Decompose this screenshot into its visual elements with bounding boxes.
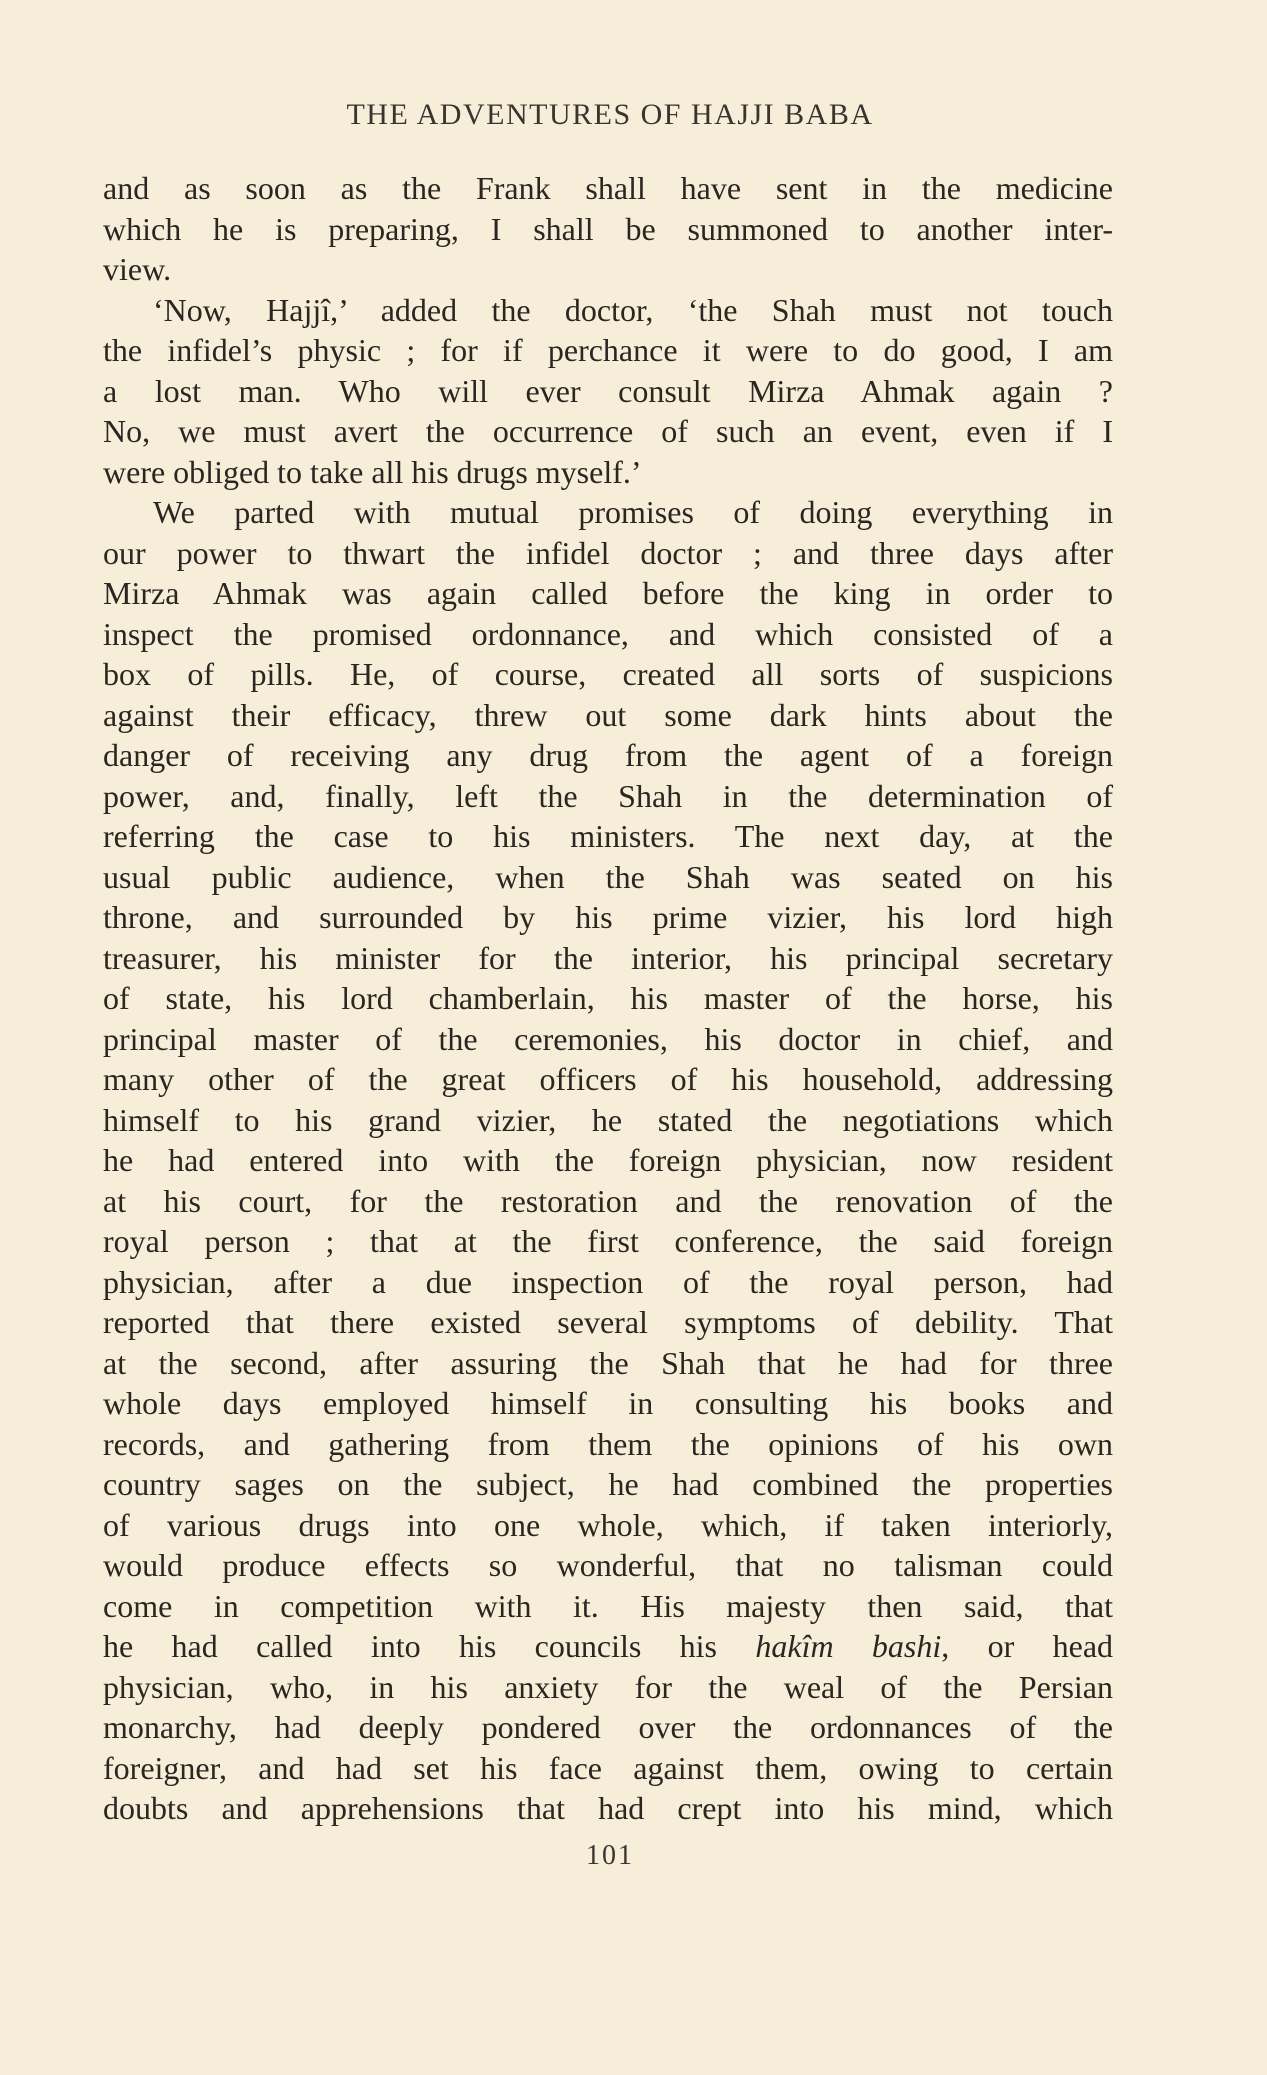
text-line: view. (103, 251, 172, 287)
text-line: of various drugs into one whole, which, if taken interiorly, (103, 1506, 1113, 1543)
text-segment: , or head (941, 1628, 1114, 1664)
text-line: would produce effects so wonderful, that no talisman could (103, 1547, 1113, 1583)
text-line: of state, his lord chamberlain, his master of the horse, his (103, 980, 1113, 1016)
text-line: come in competition with it. His majesty then said, that (103, 1587, 1113, 1624)
text-line: ‘Now, Hajjî,’ added the doctor, ‘the Shah must not touch (153, 291, 1113, 328)
text-line: he had entered into with the foreign physician, now resident (103, 1142, 1113, 1178)
text-line: monarchy, had deeply pondered over the ordonnances of the (103, 1709, 1113, 1745)
text-line: royal person ; that at the first conference, the said foreign (103, 1223, 1113, 1259)
text-line (103, 1626, 1113, 1667)
text-segment: he had called into his councils his (103, 1628, 756, 1664)
text-line: treasurer, his minister for the interior, his principal secretary (103, 939, 1113, 976)
text-line: at the second, after assuring the Shah that he had for three (103, 1344, 1113, 1381)
text-line: danger of receiving any drug from the agent of a foreign (103, 737, 1113, 773)
text-line: box of pills. He, of course, created all sorts of suspicions (103, 656, 1113, 692)
text-line: himself to his grand vizier, he stated the negotiations which (103, 1101, 1113, 1138)
text-line: physician, after a due inspection of the royal person, had (103, 1263, 1113, 1300)
text-line: referring the case to his ministers. The next day, at the (103, 818, 1113, 854)
text-line: usual public audience, when the Shah was seated on his (103, 858, 1113, 895)
text-line: throne, and surrounded by his prime vizier, his lord high (103, 899, 1113, 935)
text-line: foreigner, and had set his face against them, owing to certain (103, 1749, 1113, 1786)
running-head: THE ADVENTURES OF HAJJI BABA (346, 98, 874, 131)
text-line: against their efficacy, threw out some dark hints about the (103, 696, 1113, 733)
text-line: a lost man. Who will ever consult Mirza Ahmak again ? (103, 372, 1113, 409)
text-line: were obliged to take all his drugs myself.’ (103, 453, 642, 490)
text-line: at his court, for the restoration and the renovation of the (103, 1182, 1113, 1219)
body-text (103, 168, 1113, 1829)
text-line: Mirza Ahmak was again called before the king in order to (103, 575, 1113, 611)
italic-term: hakîm bashi (755, 1628, 942, 1664)
text-line: doubts and apprehensions that had crept into his mind, which (103, 1790, 1113, 1826)
text-line: many other of the great officers of his household, addressing (103, 1061, 1113, 1097)
text-line: physician, who, in his anxiety for the weal of the Persian (103, 1668, 1113, 1705)
text-line: and as soon as the Frank shall have sent in the medicine (103, 170, 1113, 206)
text-line: which he is preparing, I shall be summoned to another inter- (103, 210, 1113, 247)
text-line: whole days employed himself in consulting his books and (103, 1385, 1113, 1421)
text-line: We parted with mutual promises of doing everything in (153, 494, 1113, 530)
text-line: our power to thwart the infidel doctor ; and three days after (103, 534, 1113, 571)
text-line: inspect the promised ordonnance, and which consisted of a (103, 615, 1113, 652)
text-line: power, and, finally, left the Shah in the determination of (103, 777, 1113, 814)
text-line: principal master of the ceremonies, his doctor in chief, and (103, 1020, 1113, 1057)
text-line: records, and gathering from them the opinions of his own (103, 1425, 1113, 1462)
text-line: No, we must avert the occurrence of such an event, even if I (103, 413, 1113, 449)
text-line: the infidel’s physic ; for if perchance it were to do good, I am (103, 332, 1113, 368)
text-line: reported that there existed several symptoms of debility. That (103, 1304, 1113, 1340)
page-number: 101 (586, 1840, 634, 1871)
text-line: country sages on the subject, he had combined the properties (103, 1466, 1113, 1502)
